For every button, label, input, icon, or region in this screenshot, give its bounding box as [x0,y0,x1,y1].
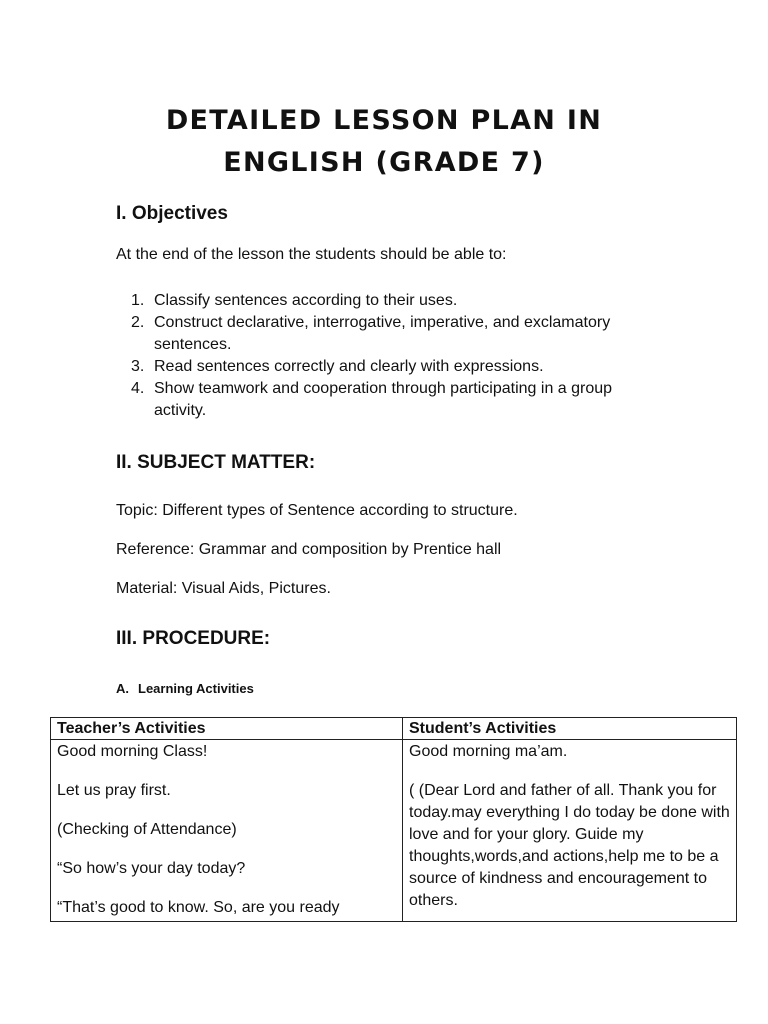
teacher-line: “So how’s your day today? [57,860,246,877]
objective-number: 1. [131,292,145,309]
objectives-heading: I. Objectives [116,203,228,224]
student-activities-cell [403,740,737,922]
title-line-1: DETAILED LESSON PLAN IN [165,105,603,136]
subject-matter-heading: II. SUBJECT MATTER: [116,452,316,473]
student-line: Good morning ma’am. [409,743,568,760]
student-column-header: Student’s Activities [403,718,737,740]
subheading-title: Learning Activities [138,681,254,696]
objective-number: 2. [131,314,145,331]
table-header-row [51,718,737,740]
objective-item [116,290,636,312]
objective-number: 3. [131,358,145,375]
learning-activities-subheading [116,681,254,696]
subject-topic: Topic: Different types of Sentence according to structure. [116,502,518,519]
activities-table [50,717,737,922]
teacher-activities-cell [51,740,403,922]
objective-text: Read sentences correctly and clearly with expressions. [154,358,544,375]
objective-number: 4. [131,380,145,397]
teacher-line: Good morning Class! [57,743,208,760]
student-prayer: ( (Dear Lord and father of all. Thank you for today.may everything I do today be done with love and for your glory. Guide my thoughts,words,and actions,help me to be a source of kindness and encouragement to others. [409,782,730,909]
procedure-heading: III. PROCEDURE: [116,628,271,649]
table-row [51,740,737,922]
teacher-line: “That’s good to know. So, are you ready [57,899,340,916]
objectives-intro: At the end of the lesson the students should be able to: [116,246,507,263]
subject-material: Material: Visual Aids, Pictures. [116,580,331,597]
teacher-line: (Checking of Attendance) [57,821,237,838]
objective-text: Show teamwork and cooperation through participating in a group activity. [154,380,613,419]
objective-item [116,378,636,422]
title-line-2: ENGLISH (GRADE 7) [223,147,545,178]
teacher-line: Let us pray first. [57,782,171,799]
subheading-letter: A. [116,681,129,696]
objective-item [116,312,636,356]
subject-reference: Reference: Grammar and composition by Prentice hall [116,541,502,558]
objective-text: Construct declarative, interrogative, imperative, and exclamatory sentences. [154,314,611,353]
teacher-column-header: Teacher’s Activities [51,718,403,740]
document-title [0,100,768,184]
objective-item [116,356,636,378]
objectives-list [116,290,636,422]
objective-text: Classify sentences according to their uses. [154,292,458,309]
